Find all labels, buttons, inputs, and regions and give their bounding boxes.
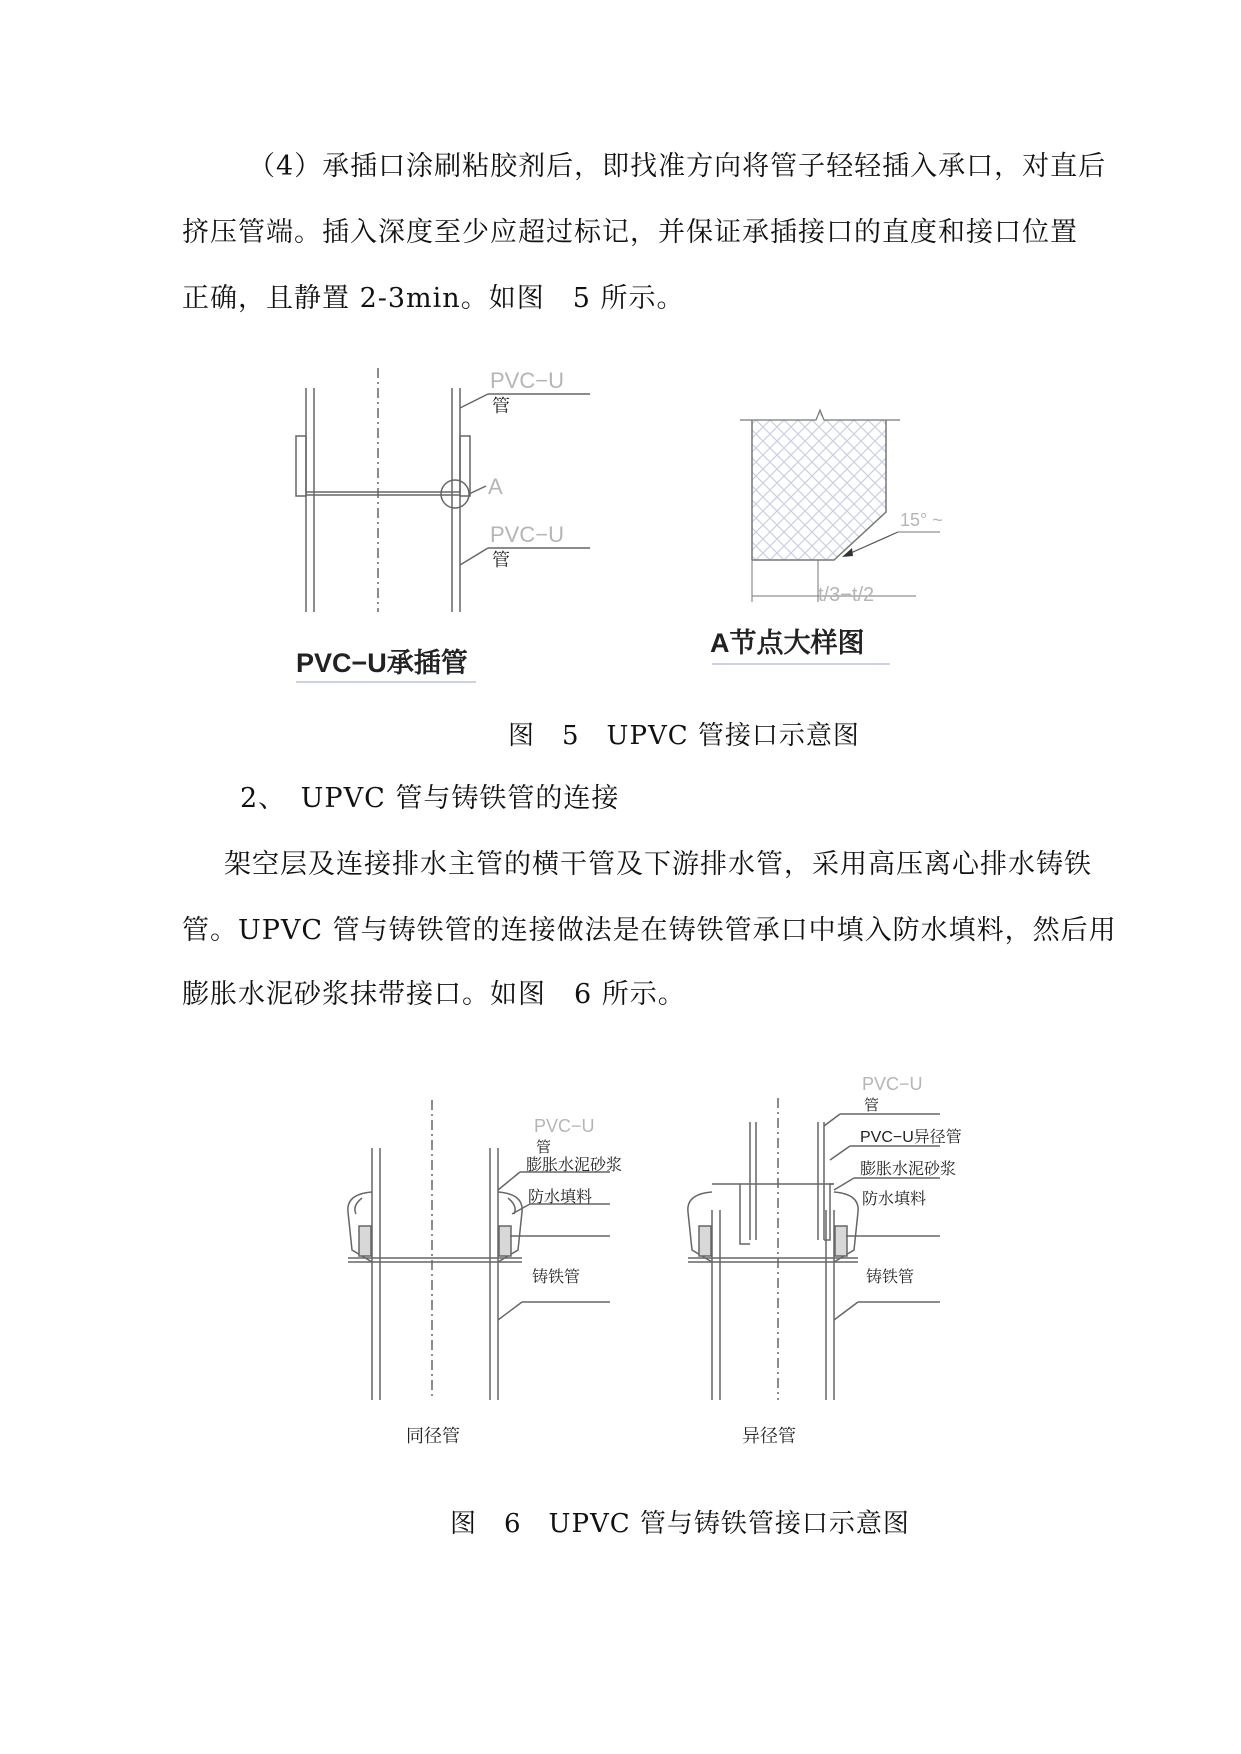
paragraph-2-line-2: 管。UPVC 管与铸铁管的连接做法是在铸铁管承口中填入防水填料，然后用	[182, 915, 1117, 946]
fig6-right-pvc-code: PVC−U	[862, 1074, 923, 1094]
fig5-left-pvc-bottom-word: 管	[492, 550, 510, 570]
paragraph-1-line-1: （4）承插口涂刷粘胶剂后，即找准方向将管子轻轻插入承口，对直后	[248, 151, 1107, 182]
fig5-left-title: PVC−U承插管	[296, 648, 468, 678]
fig6-left-mortar-label: 膨胀水泥砂浆	[526, 1157, 623, 1174]
fig6-right-subtitle: 异径管	[742, 1426, 796, 1446]
fig6-right-mortar-label: 膨胀水泥砂浆	[860, 1161, 957, 1178]
paragraph-1-line-3: 正确，且静置 2-3min。如图 5 所示。	[182, 283, 685, 314]
paragraph-2-line-1: 架空层及连接排水主管的横干管及下游排水管，采用高压离心排水铸铁	[224, 849, 1092, 880]
paragraph-1-line-2: 挤压管端。插入深度至少应超过标记，并保证承插接口的直度和接口位置	[182, 217, 1078, 248]
fig6-left-subtitle: 同径管	[406, 1426, 460, 1446]
fig6-right-pvc-word: 管	[864, 1097, 880, 1114]
fig6-right-castiron-label: 铸铁管	[866, 1269, 915, 1286]
fig6-left-pvc-code: PVC−U	[534, 1116, 595, 1136]
figure-6-caption: 图 6 UPVC 管与铸铁管接口示意图	[450, 1509, 910, 1539]
fig6-left-castiron-label: 铸铁管	[532, 1269, 581, 1286]
fig6-right-filler-label: 防水填料	[862, 1191, 927, 1208]
fig5-left-pvc-top-code: PVC−U	[490, 368, 564, 393]
fig5-node-a-label: A	[488, 474, 503, 499]
figure-5-caption: 图 5 UPVC 管接口示意图	[508, 721, 860, 751]
fig6-right-reducer-label: PVC−U异径管	[860, 1129, 962, 1146]
paragraph-2-line-3: 膨胀水泥砂浆抹带接口。如图 6 所示。	[182, 979, 686, 1010]
fig5-left-pvc-bottom-code: PVC−U	[490, 522, 564, 547]
section-2-heading: 2、 UPVC 管与铸铁管的连接	[240, 783, 620, 814]
same-diameter-joint-drawing	[348, 1100, 610, 1400]
fig6-left-pvc-word: 管	[536, 1139, 552, 1156]
fig5-angle-label: 15° ~	[900, 510, 943, 530]
fig5-right-title: A节点大样图	[710, 628, 865, 658]
fig5-dimension-label: t/3−t/2	[818, 584, 875, 606]
fig6-left-filler-label: 防水填料	[528, 1189, 593, 1206]
fig5-left-pvc-top-word: 管	[492, 396, 510, 416]
